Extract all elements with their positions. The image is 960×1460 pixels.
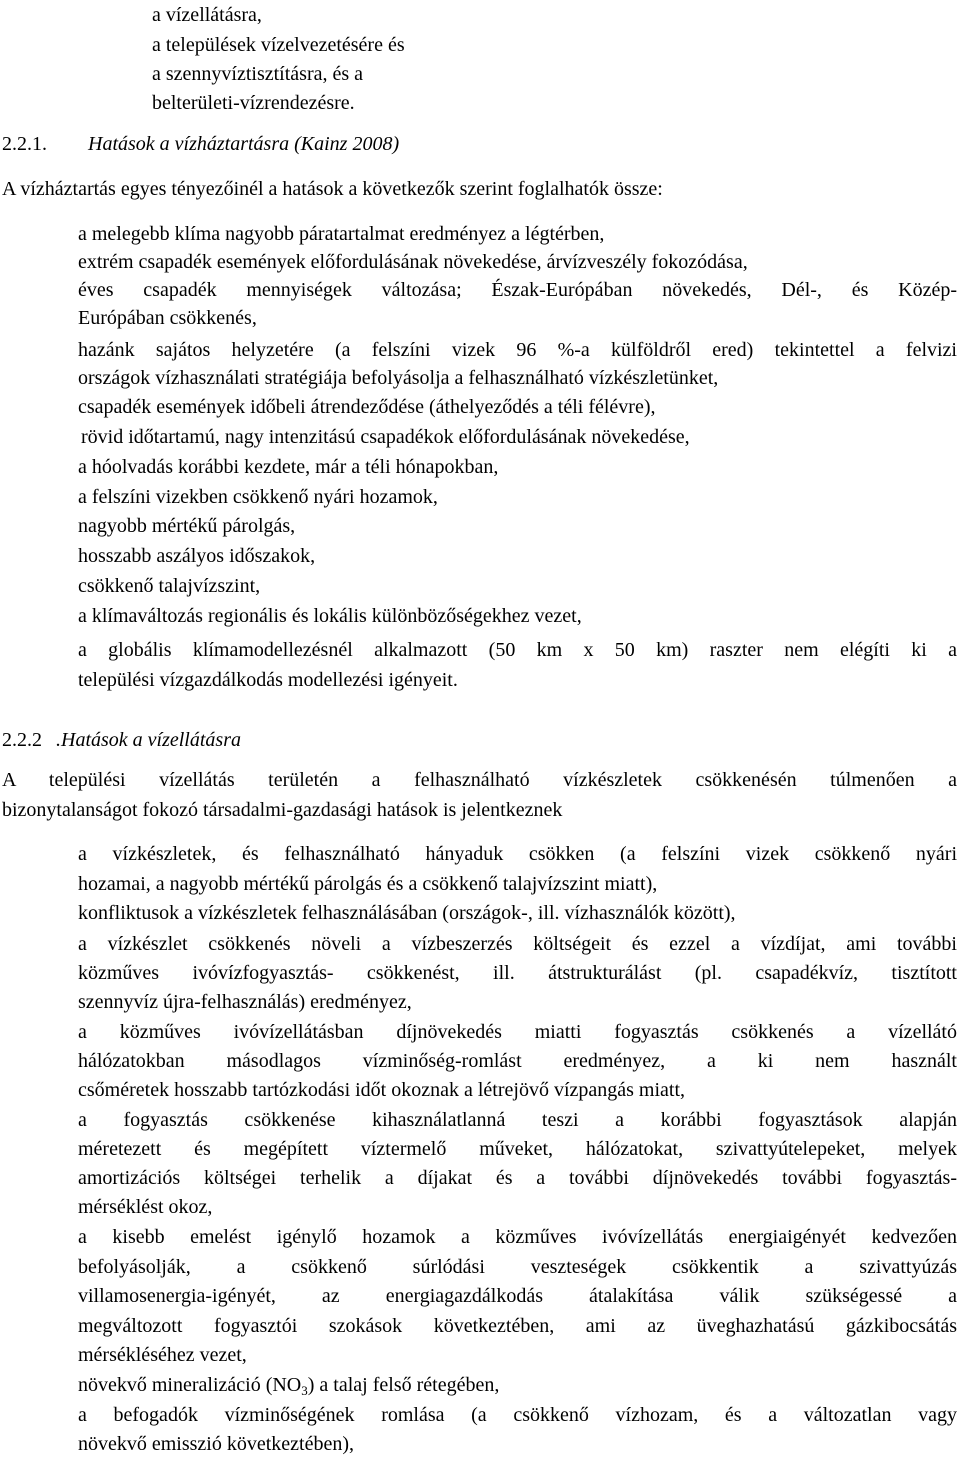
section-intro: A települési vízellátás területén a felhasználható vízkészletek csökkenésén túlmenően a — [2, 769, 957, 791]
list-line: közműves ivóvízfogyasztás- csökkenést, ill. átstrukturálást (pl. csapadékvíz, tisztított — [78, 962, 957, 984]
section-number: 2.2.2 — [2, 729, 42, 751]
list-line: nagyobb mértékű párolgás, — [78, 515, 296, 537]
list-line: amortizációs költségei terhelik a díjakat és a további díjnövekedés további fogyasztás- — [78, 1167, 957, 1189]
list-line: csőméretek hosszabb tartózkodási időt okoznak a létrejövő vízpangás miatt, — [78, 1079, 686, 1101]
list-line: növekvő emisszió következtében), — [78, 1433, 355, 1455]
intro-item: a vízellátásra, — [152, 4, 262, 26]
list-line: a kisebb emelést igénylő hozamok a közműves ivóvízellátás energiaigényét kedvezően — [78, 1226, 957, 1248]
subscript: 3 — [301, 1383, 308, 1398]
section-intro: A vízháztartás egyes tényezőinél a hatások a következők szerint foglalhatók össze: — [2, 178, 663, 200]
list-line: a közműves ivóvízellátásban díjnövekedés miatti fogyasztás csökkenés a vízellátó — [78, 1021, 957, 1043]
list-line: mérsékléséhez vezet, — [78, 1344, 247, 1366]
list-line: megváltozott fogyasztói szokások következtében, ami az üveghazhatású gázkibocsátás — [78, 1315, 957, 1337]
list-line: a vízkészletek, és felhasználható hányaduk csökken (a felszíni vizek csökkenő nyári — [78, 843, 957, 865]
list-line: csökkenő talajvízszint, — [78, 575, 261, 597]
line-text: ) a talaj felső rétegében, — [307, 1374, 500, 1396]
list-line: a fogyasztás csökkenése kihasználatlanná teszi a korábbi fogyasztások alapján — [78, 1109, 957, 1131]
list-line: rövid időtartamú, nagy intenzitású csapadékok előfordulásának növekedése, — [81, 426, 690, 448]
list-line: a globális klímamodellezésnél alkalmazott (50 km x 50 km) raszter nem elégíti ki a — [78, 639, 957, 661]
intro-item: a települések vízelvezetésére és — [152, 34, 405, 56]
list-line: hazánk sajátos helyzetére (a felszíni vizek 96 %-a külföldről ered) tekintettel a felvizi — [78, 339, 957, 361]
list-line: méretezett és megépített víztermelő műveket, hálózatokat, szivattyútelepeket, melyek — [78, 1138, 957, 1160]
intro-item: a szennyvíztisztításra, és a — [152, 63, 364, 85]
list-line: befolyásolják, a csökkenő súrlódási veszteségek csökkentik a szivattyúzás — [78, 1256, 957, 1278]
list-line: a klímaváltozás regionális és lokális különbözőségekhez vezet, — [78, 605, 582, 627]
list-line: országok vízhasználati stratégiája befolyásolja a felhasználható vízkészletünket, — [78, 367, 719, 389]
list-line: csapadék események időbeli átrendeződése (áthelyeződés a téli félévre), — [78, 396, 656, 418]
list-line: hozamai, a nagyobb mértékű párolgás és a csökkenő talajvízszint miatt), — [78, 873, 658, 895]
section-number: 2.2.1. — [2, 133, 47, 155]
section-intro: bizonytalanságot fokozó társadalmi-gazdasági hatások is jelentkeznek — [2, 799, 563, 821]
section-title: .Hatások a vízellátásra — [56, 729, 241, 751]
line-text: növekvő mineralizáció (NO — [78, 1374, 302, 1396]
intro-item: belterületi-vízrendezésre. — [152, 92, 355, 114]
list-line: konfliktusok a vízkészletek felhasználásában (országok-, ill. vízhasználók között), — [78, 902, 736, 924]
list-line: hálózatokban másodlagos vízminőség-romlást eredményez, a ki nem használt — [78, 1050, 957, 1072]
list-line: villamosenergia-igényét, az energiagazdálkodás átalakítása válik szükségessé a — [78, 1285, 957, 1307]
list-line: a melegebb klíma nagyobb páratartalmat eredményez a légtérben, — [78, 223, 605, 245]
list-line: hosszabb aszályos időszakok, — [78, 545, 316, 567]
list-line: mérséklést okoz, — [78, 1196, 213, 1218]
list-line — [78, 1373, 499, 1397]
list-line: a vízkészlet csökkenés növeli a vízbeszerzés költségeit és ezzel a vízdíjat, ami további — [78, 933, 957, 955]
list-line: a felszíni vizekben csökkenő nyári hozamok, — [78, 486, 438, 508]
list-line: a hóolvadás korábbi kezdete, már a téli hónapokban, — [78, 456, 499, 478]
list-line: Európában csökkenés, — [78, 307, 257, 329]
list-line: a befogadók vízminőségének romlása (a csökkenő vízhozam, és a változatlan vagy — [78, 1404, 957, 1426]
section-title: Hatások a vízháztartásra (Kainz 2008) — [88, 133, 400, 155]
list-line: éves csapadék mennyiségek változása; Észak-Európában növekedés, Dél-, és Közép- — [78, 279, 957, 301]
list-line: extrém csapadék események előfordulásának növekedése, árvízveszély fokozódása, — [78, 251, 748, 273]
list-line: települési vízgazdálkodás modellezési igényeit. — [78, 669, 458, 691]
list-line: szennyvíz újra-felhasználás) eredményez, — [78, 991, 412, 1013]
